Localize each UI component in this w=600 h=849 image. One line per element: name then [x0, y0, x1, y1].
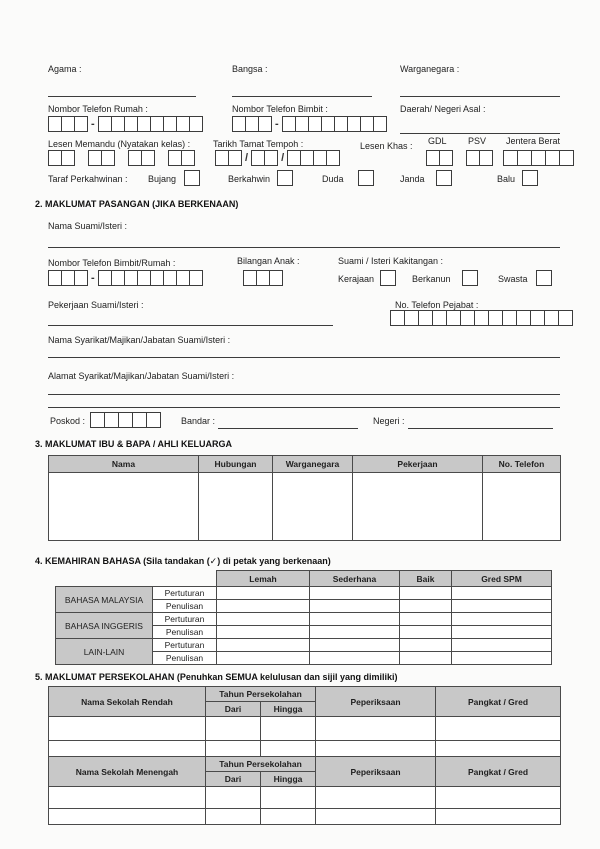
tel-rumah-boxes[interactable]	[48, 116, 203, 132]
bujang-label: Bujang	[148, 174, 177, 184]
col-sekolah-rendah: Nama Sekolah Rendah	[49, 687, 206, 717]
rendah-row1-nama[interactable]	[49, 717, 206, 741]
family-col-nama: Nama	[49, 456, 199, 473]
rendah-row2-hingga[interactable]	[261, 741, 316, 757]
schooling-table	[48, 686, 561, 825]
rendah-row2-dari[interactable]	[206, 741, 261, 757]
gdl-boxes[interactable]	[426, 150, 453, 166]
alamat-syarikat-line-2[interactable]	[48, 407, 560, 408]
warganegara-line[interactable]	[400, 96, 560, 97]
tick-cell-bm-pertuturan-sederhana[interactable]	[310, 587, 400, 600]
char-cell[interactable]	[251, 150, 265, 166]
char-cell[interactable]	[124, 116, 138, 132]
col-lemah: Lemah	[217, 571, 310, 587]
col-pangkat-gred-menengah: Pangkat / Gred	[436, 757, 561, 787]
tel-bimbit-boxes[interactable]	[232, 116, 387, 132]
bilangan-anak-boxes[interactable]	[243, 270, 283, 286]
tick-cell-lain-pertuturan-baik[interactable]	[400, 639, 452, 652]
tick-cell-bi-pertuturan-lemah[interactable]	[217, 613, 310, 626]
char-cell[interactable]	[163, 270, 177, 286]
tel-bimbit-label: Nombor Telefon Bimbit :	[232, 104, 328, 114]
tick-cell-bi-penulisan-sederhana[interactable]	[310, 626, 400, 639]
col-dari-rendah: Dari	[206, 702, 261, 717]
bangsa-label: Bangsa :	[232, 64, 268, 74]
alamat-syarikat-line-1[interactable]	[48, 394, 560, 395]
checkbox-balu[interactable]	[522, 170, 538, 186]
menengah-row2-peperiksaan[interactable]	[316, 809, 436, 825]
row-lain-lain: LAIN-LAIN	[56, 639, 153, 665]
tick-cell-bi-pertuturan-gred[interactable]	[452, 613, 552, 626]
checkbox-bujang[interactable]	[184, 170, 200, 186]
family-col-warganegara: Warganegara	[273, 456, 353, 473]
berkahwin-label: Berkahwin	[228, 174, 271, 184]
char-cell[interactable]	[104, 412, 119, 428]
poskod-label: Poskod :	[50, 416, 86, 426]
swasta-label: Swasta	[498, 274, 528, 284]
rendah-row2-peperiksaan[interactable]	[316, 741, 436, 757]
tick-cell-bi-penulisan-gred[interactable]	[452, 626, 552, 639]
char-cell[interactable]	[446, 310, 461, 326]
char-cell[interactable]	[74, 116, 88, 132]
alamat-syarikat-label: Alamat Syarikat/Majikan/Jabatan Suami/Isteri :	[48, 371, 235, 381]
col-sekolah-menengah: Nama Sekolah Menengah	[49, 757, 206, 787]
char-cell[interactable]	[360, 116, 374, 132]
pekerjaan-pasangan-line[interactable]	[48, 325, 333, 326]
char-cell[interactable]	[479, 150, 493, 166]
char-cell[interactable]	[111, 116, 125, 132]
char-cell[interactable]	[189, 270, 203, 286]
col-baik: Baik	[400, 571, 452, 587]
col-pangkat-gred-rendah: Pangkat / Gred	[436, 687, 561, 717]
family-col-pekerjaan: Pekerjaan	[353, 456, 483, 473]
char-cell[interactable]	[404, 310, 419, 326]
nama-syarikat-label: Nama Syarikat/Majikan/Jabatan Suami/Isteri :	[48, 335, 231, 345]
char-cell[interactable]	[321, 116, 335, 132]
char-cell[interactable]	[111, 270, 125, 286]
family-table	[48, 455, 561, 541]
char-cell[interactable]	[128, 150, 142, 166]
checkbox-berkanun[interactable]	[462, 270, 478, 286]
family-col-hubungan: Hubungan	[199, 456, 273, 473]
daerah-line[interactable]	[400, 133, 560, 134]
char-cell[interactable]	[282, 116, 296, 132]
taraf-perkahwinan-label: Taraf Perkahwinan :	[48, 174, 128, 184]
dash-separator: -	[91, 118, 95, 130]
menengah-row2-nama[interactable]	[49, 809, 206, 825]
tick-cell-bi-pertuturan-sederhana[interactable]	[310, 613, 400, 626]
poskod-boxes[interactable]	[90, 412, 161, 428]
menengah-row1-pangkat[interactable]	[436, 787, 561, 809]
char-cell[interactable]	[141, 150, 155, 166]
jentera-berat-label: Jentera Berat	[506, 136, 561, 146]
char-cell[interactable]	[150, 116, 164, 132]
tick-cell-bi-penulisan-lemah[interactable]	[217, 626, 310, 639]
char-cell[interactable]	[61, 150, 75, 166]
tick-cell-lain-penulisan-gred[interactable]	[452, 652, 552, 665]
char-cell[interactable]	[189, 116, 203, 132]
char-cell[interactable]	[516, 310, 531, 326]
section4-title: 4. KEMAHIRAN BAHASA (Sila tandakan (✓) di petak yang berkenaan)	[35, 556, 331, 566]
char-cell[interactable]	[61, 116, 75, 132]
kakitangan-label: Suami / Isteri Kakitangan :	[338, 256, 444, 266]
char-cell[interactable]	[137, 270, 151, 286]
char-cell[interactable]	[390, 310, 405, 326]
nama-syarikat-line[interactable]	[48, 357, 560, 358]
nama-pasangan-label: Nama Suami/Isteri :	[48, 221, 128, 231]
menengah-row2-hingga[interactable]	[261, 809, 316, 825]
bi-pertuturan-label: Pertuturan	[153, 613, 217, 626]
char-cell[interactable]	[61, 270, 75, 286]
menengah-row1-nama[interactable]	[49, 787, 206, 809]
rendah-row1-pangkat[interactable]	[436, 717, 561, 741]
bangsa-line[interactable]	[232, 96, 372, 97]
col-tahun-persekolahan-rendah: Tahun Persekolahan	[206, 687, 316, 702]
col-hingga-rendah: Hingga	[261, 702, 316, 717]
tick-cell-bm-penulisan-gred[interactable]	[452, 600, 552, 613]
section2-title: 2. MAKLUMAT PASANGAN (JIKA BERKENAAN)	[35, 199, 239, 209]
char-cell[interactable]	[232, 116, 246, 132]
checkbox-kerajaan[interactable]	[380, 270, 396, 286]
char-cell[interactable]	[558, 310, 573, 326]
char-cell[interactable]	[488, 310, 503, 326]
kerajaan-label: Kerajaan	[338, 274, 375, 284]
char-cell[interactable]	[88, 150, 102, 166]
char-cell[interactable]	[168, 150, 182, 166]
tarikh-tamat-label: Tarikh Tamat Tempoh :	[213, 139, 304, 149]
bm-penulisan-label: Penulisan	[153, 600, 217, 613]
char-cell[interactable]	[215, 150, 229, 166]
char-cell[interactable]	[418, 310, 433, 326]
checkbox-berkahwin[interactable]	[277, 170, 293, 186]
rendah-row2-pangkat[interactable]	[436, 741, 561, 757]
row-bahasa-malaysia: BAHASA MALAYSIA	[56, 587, 153, 613]
tick-cell-lain-penulisan-lemah[interactable]	[217, 652, 310, 665]
family-cell-hubungan[interactable]	[199, 473, 273, 541]
rendah-row2-nama[interactable]	[49, 741, 206, 757]
char-cell[interactable]	[313, 150, 327, 166]
char-cell[interactable]	[124, 270, 138, 286]
col-peperiksaan-menengah: Peperiksaan	[316, 757, 436, 787]
checkbox-duda[interactable]	[358, 170, 374, 186]
tick-cell-lain-pertuturan-sederhana[interactable]	[310, 639, 400, 652]
family-cell-pekerjaan[interactable]	[353, 473, 483, 541]
char-cell[interactable]	[243, 270, 257, 286]
bandar-line[interactable]	[218, 428, 358, 429]
char-cell[interactable]	[460, 310, 475, 326]
char-cell[interactable]	[101, 150, 115, 166]
language-table-blank-corner	[56, 571, 217, 587]
warganegara-label: Warganegara :	[400, 64, 460, 74]
bandar-label: Bandar :	[181, 416, 216, 426]
menengah-row2-pangkat[interactable]	[436, 809, 561, 825]
char-cell[interactable]	[347, 116, 361, 132]
char-cell[interactable]	[132, 412, 147, 428]
char-cell[interactable]	[163, 116, 177, 132]
char-cell[interactable]	[308, 116, 322, 132]
tick-cell-bm-pertuturan-baik[interactable]	[400, 587, 452, 600]
tel-pejabat-label: No. Telefon Pejabat :	[395, 300, 479, 310]
char-cell[interactable]	[48, 116, 62, 132]
tel-rumah-label: Nombor Telefon Rumah :	[48, 104, 148, 114]
rendah-row1-dari[interactable]	[206, 717, 261, 741]
tel-pasangan-boxes[interactable]	[48, 270, 203, 286]
tick-cell-lain-pertuturan-gred[interactable]	[452, 639, 552, 652]
char-cell[interactable]	[98, 116, 112, 132]
tick-cell-lain-penulisan-baik[interactable]	[400, 652, 452, 665]
checkbox-swasta[interactable]	[536, 270, 552, 286]
tick-cell-lain-pertuturan-lemah[interactable]	[217, 639, 310, 652]
section3-title: 3. MAKLUMAT IBU & BAPA / AHLI KELUARGA	[35, 439, 232, 449]
col-peperiksaan-rendah: Peperiksaan	[316, 687, 436, 717]
lesen-kelas-boxes[interactable]	[48, 150, 195, 166]
char-cell[interactable]	[176, 270, 190, 286]
col-sederhana: Sederhana	[310, 571, 400, 587]
char-cell[interactable]	[181, 150, 195, 166]
negeri-label: Negeri :	[373, 416, 405, 426]
tick-cell-bi-pertuturan-baik[interactable]	[400, 613, 452, 626]
char-cell[interactable]	[264, 150, 278, 166]
char-cell[interactable]	[74, 270, 88, 286]
char-cell[interactable]	[258, 116, 272, 132]
menengah-row1-dari[interactable]	[206, 787, 261, 809]
char-cell[interactable]	[98, 270, 112, 286]
agama-line[interactable]	[48, 96, 196, 97]
bilangan-anak-label: Bilangan Anak :	[237, 256, 300, 266]
psv-label: PSV	[468, 136, 487, 146]
balu-label: Balu	[497, 174, 516, 184]
char-cell[interactable]	[466, 150, 480, 166]
lesen-memandu-label: Lesen Memandu (Nyatakan kelas) :	[48, 139, 191, 149]
tel-pejabat-boxes[interactable]	[390, 310, 573, 326]
char-cell[interactable]	[426, 150, 440, 166]
lain-pertuturan-label: Pertuturan	[153, 639, 217, 652]
section5-title: 5. MAKLUMAT PERSEKOLAHAN (Penuhkan SEMUA kelulusan dan sijil yang dimiliki)	[35, 672, 398, 682]
lesen-khas-label: Lesen Khas :	[360, 141, 413, 151]
char-cell[interactable]	[256, 270, 270, 286]
char-cell[interactable]	[48, 270, 62, 286]
daerah-label: Daerah/ Negeri Asal :	[400, 104, 486, 114]
char-cell[interactable]	[326, 150, 340, 166]
checkbox-janda[interactable]	[436, 170, 452, 186]
tarikh-tamat-boxes[interactable]	[215, 150, 340, 166]
char-cell[interactable]	[502, 310, 517, 326]
char-cell[interactable]	[432, 310, 447, 326]
col-tahun-persekolahan-menengah: Tahun Persekolahan	[206, 757, 316, 772]
char-cell[interactable]	[245, 116, 259, 132]
row-bahasa-inggeris: BAHASA INGGERIS	[56, 613, 153, 639]
menengah-row1-hingga[interactable]	[261, 787, 316, 809]
char-cell[interactable]	[531, 150, 546, 166]
family-cell-telefon[interactable]	[483, 473, 561, 541]
duda-label: Duda	[322, 174, 344, 184]
char-cell[interactable]	[137, 116, 151, 132]
family-cell-warganegara[interactable]	[273, 473, 353, 541]
tick-cell-bm-penulisan-lemah[interactable]	[217, 600, 310, 613]
slash-separator: /	[245, 152, 249, 164]
char-cell[interactable]	[517, 150, 532, 166]
pekerjaan-pasangan-label: Pekerjaan Suami/Isteri :	[48, 300, 144, 310]
tick-cell-bi-penulisan-baik[interactable]	[400, 626, 452, 639]
char-cell[interactable]	[503, 150, 518, 166]
gdl-label: GDL	[428, 136, 447, 146]
char-cell[interactable]	[287, 150, 301, 166]
char-cell[interactable]	[48, 150, 62, 166]
char-cell[interactable]	[300, 150, 314, 166]
family-col-telefon: No. Telefon	[483, 456, 561, 473]
char-cell[interactable]	[146, 412, 161, 428]
char-cell[interactable]	[90, 412, 105, 428]
berkanun-label: Berkanun	[412, 274, 451, 284]
col-hingga-menengah: Hingga	[261, 772, 316, 787]
rendah-row1-hingga[interactable]	[261, 717, 316, 741]
tick-cell-bm-pertuturan-lemah[interactable]	[217, 587, 310, 600]
family-cell-nama[interactable]	[49, 473, 199, 541]
char-cell[interactable]	[176, 116, 190, 132]
char-cell[interactable]	[373, 116, 387, 132]
tick-cell-bm-penulisan-baik[interactable]	[400, 600, 452, 613]
lain-penulisan-label: Penulisan	[153, 652, 217, 665]
psv-boxes[interactable]	[466, 150, 493, 166]
nama-pasangan-line[interactable]	[48, 247, 560, 248]
char-cell[interactable]	[439, 150, 453, 166]
tel-pasangan-label: Nombor Telefon Bimbit/Rumah :	[48, 258, 176, 268]
bm-pertuturan-label: Pertuturan	[153, 587, 217, 600]
col-dari-menengah: Dari	[206, 772, 261, 787]
menengah-row1-peperiksaan[interactable]	[316, 787, 436, 809]
jentera-berat-boxes[interactable]	[503, 150, 574, 166]
slash-separator: /	[281, 152, 285, 164]
tick-cell-bm-penulisan-sederhana[interactable]	[310, 600, 400, 613]
char-cell[interactable]	[295, 116, 309, 132]
bi-penulisan-label: Penulisan	[153, 626, 217, 639]
tick-cell-bm-pertuturan-gred[interactable]	[452, 587, 552, 600]
col-gred-spm: Gred SPM	[452, 571, 552, 587]
janda-label: Janda	[400, 174, 425, 184]
language-skill-table	[55, 570, 552, 665]
rendah-row1-peperiksaan[interactable]	[316, 717, 436, 741]
char-cell[interactable]	[334, 116, 348, 132]
negeri-line[interactable]	[408, 428, 553, 429]
dash-separator: -	[91, 272, 95, 284]
tick-cell-lain-penulisan-sederhana[interactable]	[310, 652, 400, 665]
char-cell[interactable]	[559, 150, 574, 166]
char-cell[interactable]	[530, 310, 545, 326]
dash-separator: -	[275, 118, 279, 130]
menengah-row2-dari[interactable]	[206, 809, 261, 825]
char-cell[interactable]	[269, 270, 283, 286]
char-cell[interactable]	[118, 412, 133, 428]
char-cell[interactable]	[544, 310, 559, 326]
char-cell[interactable]	[474, 310, 489, 326]
char-cell[interactable]	[545, 150, 560, 166]
agama-label: Agama :	[48, 64, 82, 74]
char-cell[interactable]	[150, 270, 164, 286]
char-cell[interactable]	[228, 150, 242, 166]
